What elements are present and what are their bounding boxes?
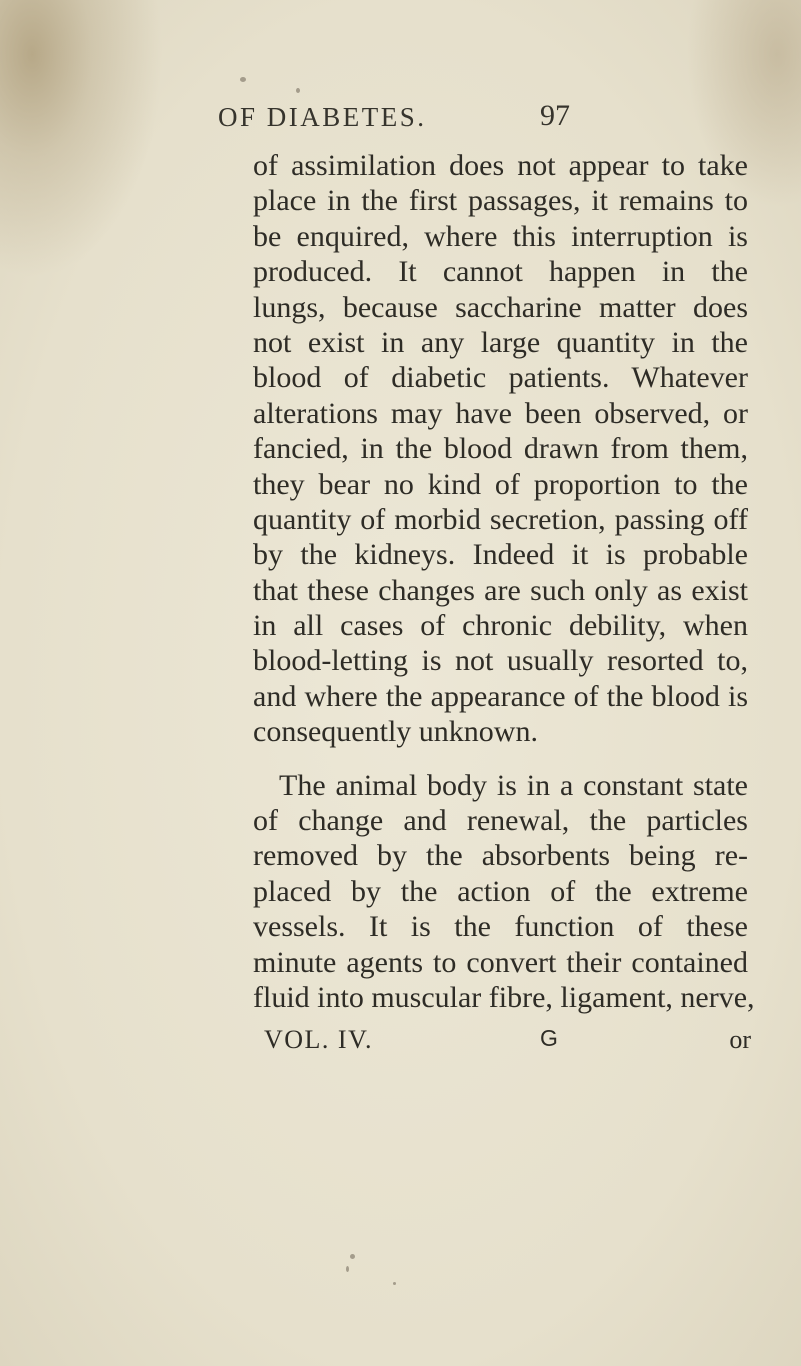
text-line: vessels. It is the function of these (253, 910, 748, 944)
text-line: not exist in any large quantity in the (253, 325, 748, 359)
text-line: they bear no kind of proportion to the (253, 467, 748, 501)
text-line: fancied, in the blood drawn from them, (253, 432, 748, 466)
running-title: OF DIABETES. (218, 102, 427, 132)
paragraph (253, 148, 748, 750)
text-line: produced. It cannot happen in the (253, 255, 748, 289)
text-line: placed by the action of the extreme (253, 874, 748, 908)
text-line: and where the appearance of the blood is (253, 679, 748, 713)
page-header (218, 99, 570, 152)
text-line: removed by the absorbents being re- (253, 839, 748, 873)
catchword: or (729, 1025, 751, 1054)
text-line: of change and renewal, the particles (253, 804, 748, 838)
signature-letter: G (540, 1025, 558, 1051)
volume-signature: VOL. IV. (264, 1025, 374, 1054)
text-line: of assimilation does not appear to take (253, 149, 748, 182)
text-line: place in the first passages, it remains to (253, 184, 748, 218)
text-line: consequently unknown. (253, 715, 538, 749)
paragraph (253, 768, 755, 1016)
ink-speck (346, 1266, 349, 1272)
paragraph-gap (253, 750, 748, 768)
text-line: quantity of morbid secretion, passing off (253, 502, 748, 536)
text-line: blood-letting is not usually resorted to, (253, 644, 748, 678)
text-line: fluid into muscular fibre, ligament, nerve, (253, 980, 755, 1014)
text-line: minute agents to convert their contained (253, 945, 748, 979)
ink-speck (240, 77, 246, 82)
body-text (253, 148, 755, 1015)
text-line: The animal body is in a constant state (279, 768, 748, 802)
text-line: be enquired, where this interruption is (253, 219, 748, 253)
text-line: lungs, because saccharine matter does (253, 290, 748, 324)
text-line: blood of diabetic patients. Whatever (253, 361, 748, 395)
ink-speck (393, 1282, 396, 1285)
page-footer (264, 1025, 751, 1061)
text-line: in all cases of chronic debility, when (253, 609, 748, 643)
text-line: by the kidneys. Indeed it is probable (253, 538, 748, 572)
ink-speck (350, 1254, 355, 1259)
page-number: 97 (540, 99, 570, 132)
text-line: that these changes are such only as exist (253, 573, 748, 607)
text-line: alterations may have been observed, or (253, 396, 748, 430)
ink-speck (296, 88, 300, 93)
